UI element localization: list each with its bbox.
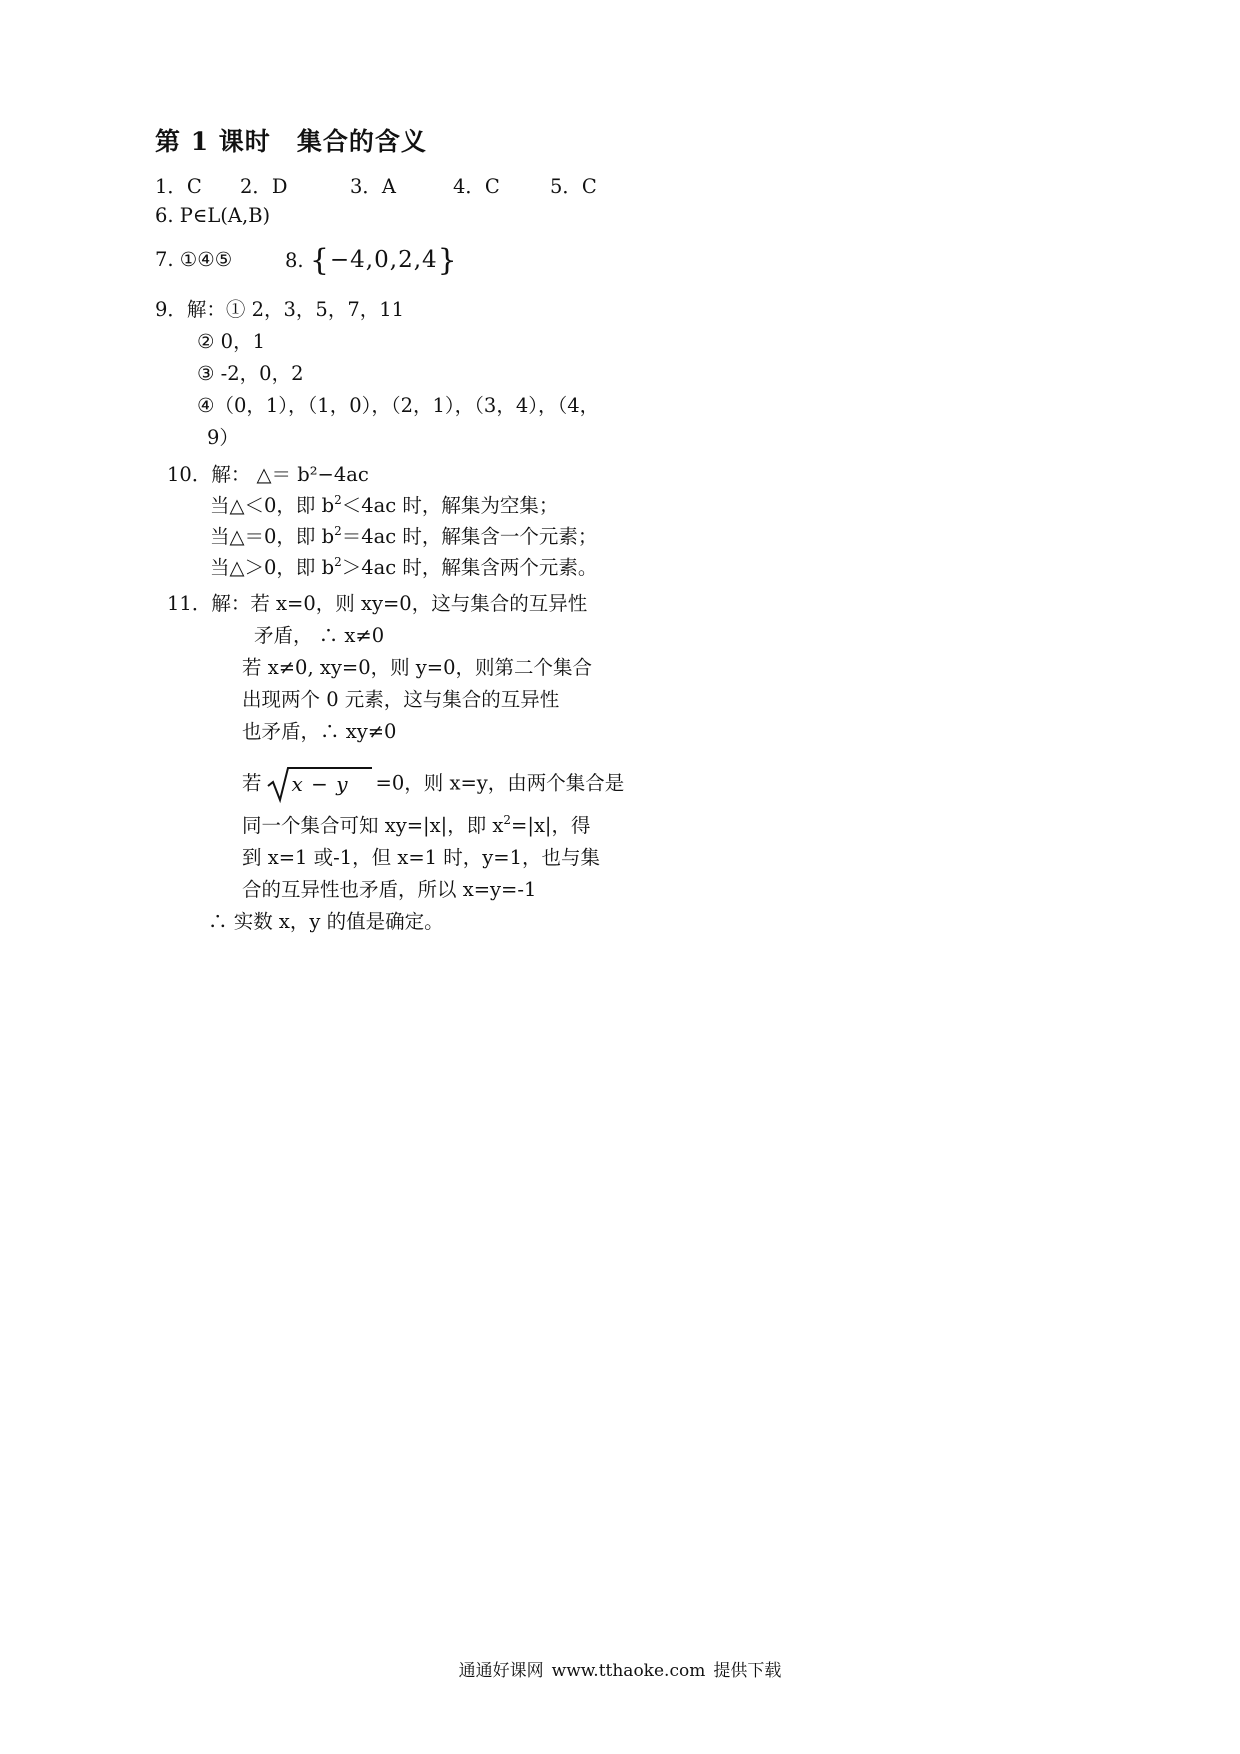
answer-7: 7. ①④⑤ (155, 248, 233, 271)
answer-4: 4．C (453, 175, 500, 198)
answer-9-line-4: ④（0，1），（1，0），（2，1），（3，4），（4， (197, 394, 600, 417)
answer-5: 5．C (550, 175, 597, 198)
footer-suffix: 提供下载 (713, 1661, 782, 1681)
superscript: 2 (503, 813, 512, 827)
answer-11-line-5: 也矛盾，∴ xy≠0 (242, 720, 397, 743)
answer-11-line-6-a: 若 (242, 771, 262, 795)
answer-11-line-10: ∴ 实数 x，y 的值是确定。 (208, 910, 444, 933)
answer-8-set-elements: −4,0,2,4 (329, 247, 438, 273)
answer-11-line-7-a: 同一个集合可知 xy=|x|，即 x (242, 814, 504, 837)
answer-3: 3．A (350, 175, 396, 198)
answer-10-line-4 (210, 556, 597, 580)
answer-11-line-7 (242, 814, 591, 838)
answer-11-line-7-b: =|x|，得 (511, 814, 591, 837)
answer-9-line-2: ② 0，1 (197, 330, 265, 353)
answer-9-line-3: ③ -2，0，2 (197, 362, 304, 385)
answer-11-line-3: 若 x≠0, xy=0，则 y=0，则第二个集合 (242, 656, 593, 679)
answer-11-line-9: 合的互异性也矛盾，所以 x=y=-1 (242, 878, 537, 901)
lesson-title (155, 122, 427, 158)
lesson-number: 第 1 课时 (155, 127, 271, 156)
answer-9-line-5: 9） (207, 426, 239, 449)
answer-11-line-8: 到 x=1 或-1，但 x=1 时，y=1，也与集 (242, 846, 601, 869)
footer-url: www.tthaoke.com (551, 1661, 706, 1681)
answer-8 (285, 243, 458, 278)
answer-9-line-1: 9．解：① 2，3，5，7，11 (155, 298, 405, 321)
answer-10-line-1: 10．解： △＝ b²−4ac (167, 463, 369, 486)
page-footer (0, 1656, 1240, 1681)
answer-10-line-3 (210, 525, 597, 549)
superscript: 2 (334, 555, 342, 569)
lesson-topic: 集合的含义 (296, 127, 427, 156)
answer-11-line-1: 11．解：若 x=0，则 xy=0，这与集合的互异性 (167, 592, 588, 615)
answer-10-line-4-a: 当△＞0，即 b (210, 556, 335, 579)
superscript: 2 (334, 493, 342, 507)
radicand: x − y (291, 772, 349, 796)
superscript: 2 (334, 524, 342, 538)
answer-1: 1．C (155, 175, 202, 198)
answer-11-line-4: 出现两个 0 元素，这与集合的互异性 (242, 688, 560, 711)
answer-10-line-2-b: ＜4ac 时，解集为空集； (341, 494, 559, 517)
answer-8-set: {−4,0,2,4} (309, 243, 458, 278)
square-root (266, 764, 374, 804)
answer-10-line-2-a: 当△＜0，即 b (210, 494, 335, 517)
footer-site-name: 通通好课网 (458, 1661, 544, 1681)
answer-10-line-4-b: ＞4ac 时，解集含两个元素。 (341, 556, 598, 579)
answer-10-line-2 (210, 494, 558, 518)
answer-10-line-3-a: 当△＝0，即 b (210, 525, 335, 548)
answer-10-line-3-b: ＝4ac 时，解集含一个元素； (341, 525, 598, 548)
answer-11-line-6 (242, 764, 624, 804)
answer-8-label: 8. (285, 249, 304, 272)
answer-11-line-2: 矛盾， ∴ x≠0 (254, 624, 385, 647)
answer-6: 6. P∈L(A,B) (155, 204, 271, 227)
answer-2: 2．D (240, 175, 288, 198)
answer-11-line-6-b: =0，则 x=y，由两个集合是 (375, 771, 625, 795)
